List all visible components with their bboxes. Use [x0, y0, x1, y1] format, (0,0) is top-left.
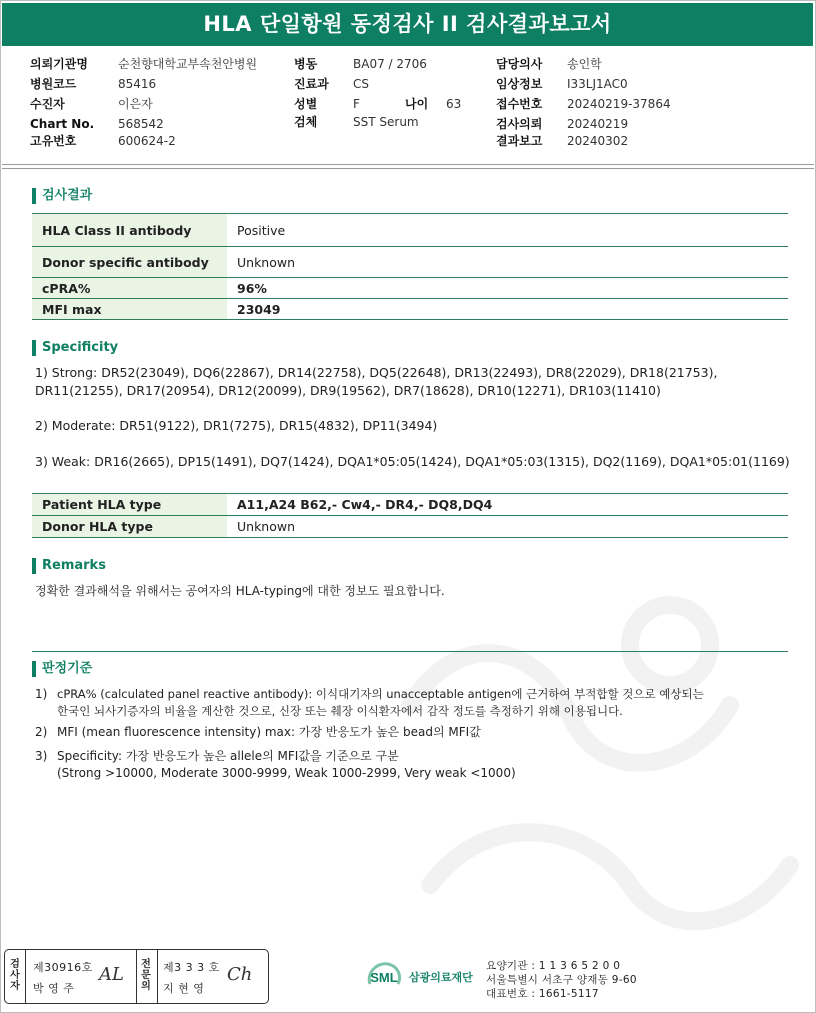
- specificity-strong-line1: 1) Strong: DR52(23049), DQ6(22867), DR14(22758), DQ5(22648), DR13(22493), DR8(22029), DR18(21753),: [35, 365, 718, 380]
- value-age: 63: [446, 97, 462, 111]
- report-title: HLA 단일항원 동정검사 II 검사결과보고서: [2, 3, 813, 46]
- value-clinical-info: I33LJ1AC0: [567, 77, 628, 91]
- hla-value: A11,A24 B62,- Cw4,- DR4,- DQ8,DQ4: [227, 494, 788, 516]
- header-divider: [2, 164, 814, 165]
- criteria-item-line1: MFI (mean fluorescence intensity) max: 가장 반응도가 높은 bead의 MFI값: [57, 725, 481, 739]
- criteria-divider: [32, 651, 788, 652]
- label-specimen: 검체: [294, 115, 318, 129]
- doctor-license-no: 제3 3 3 호: [163, 961, 220, 974]
- label-receipt-no: 접수번호: [496, 97, 543, 111]
- table-row: [32, 247, 788, 278]
- results-value: Unknown: [227, 247, 788, 278]
- criteria-num: 3): [35, 749, 48, 763]
- specificity-weak: 3) Weak: DR16(2665), DP15(1491), DQ7(1424), DQA1*05:05(1424), DQA1*05:03(1315), DQ2(1169), DQA1*05:01(1169): [35, 454, 790, 469]
- label-sex: 성별: [294, 97, 318, 111]
- value-report-date: 20240302: [567, 134, 629, 148]
- label-doctor: 담당의사: [496, 57, 543, 71]
- results-label: HLA Class II antibody: [32, 214, 227, 247]
- label-unique-id: 고유번호: [30, 134, 77, 148]
- results-label: MFI max: [32, 299, 227, 320]
- table-row: [32, 214, 788, 247]
- value-request-date: 20240219: [567, 117, 629, 131]
- criteria-item-line2: 한국인 뇌사기증자의 비율을 계산한 것으로, 신장 또는 췌장 이식환자에서 감작 정도를 측정하기 위해 이용됩니다.: [57, 704, 623, 718]
- label-institution: 의뢰기관명: [30, 57, 88, 71]
- criteria-section-title: 판정기준: [32, 661, 92, 677]
- tester-name: 박 영 주: [33, 982, 75, 995]
- tester-license-no: 제30916호: [33, 961, 93, 974]
- value-doctor: 송인학: [567, 57, 602, 71]
- value-chart-no: 568542: [118, 117, 164, 131]
- value-patient: 이은자: [118, 97, 153, 111]
- hla-label: Donor HLA type: [32, 516, 227, 538]
- specificity-strong-line2: DR11(21255), DR17(20954), DR12(20099), DR9(19562), DR7(18628), DR10(12271), DR103(11410): [35, 383, 661, 398]
- results-table: [32, 213, 788, 320]
- remarks-section-title: Remarks: [32, 558, 106, 574]
- criteria-num: 2): [35, 725, 48, 739]
- results-value: Positive: [227, 214, 788, 247]
- table-row: [32, 278, 788, 299]
- results-value: 23049: [227, 299, 788, 320]
- box-divider: [157, 950, 158, 1003]
- doctor-signature: Ch: [227, 964, 253, 985]
- value-department: CS: [353, 77, 369, 91]
- label-chart-no: Chart No.: [30, 117, 95, 131]
- doctor-label: 전 문 의: [141, 959, 151, 992]
- label-ward: 병동: [294, 57, 318, 71]
- box-divider: [136, 950, 137, 1003]
- results-section-title: 검사결과: [32, 188, 92, 204]
- criteria-item-line2: (Strong >10000, Moderate 3000-9999, Weak 1000-2999, Very weak <1000): [57, 766, 516, 780]
- criteria-item-line1: cPRA% (calculated panel reactive antibody): 이식대기자의 unacceptable antigen에 근거하여 부적합할 것으로 예상되는: [57, 687, 704, 701]
- tester-label: 검 사 자: [10, 959, 20, 992]
- tester-signature: AL: [99, 964, 124, 985]
- criteria-item-line1: Specificity: 가장 반응도가 높은 allele의 MFI값을 기준으로 구분: [57, 749, 399, 763]
- company-name: 삼광의료재단: [409, 971, 473, 984]
- table-row: [32, 299, 788, 320]
- value-sex: F: [353, 97, 360, 111]
- table-row: [32, 494, 788, 516]
- company-address: 서울특별시 서초구 양재동 9-60: [486, 974, 637, 986]
- logo-text: SML: [370, 970, 398, 985]
- value-receipt-no: 20240219-37864: [567, 97, 671, 111]
- hla-value: Unknown: [227, 516, 788, 538]
- label-request-date: 검사의뢰: [496, 117, 543, 131]
- header-divider-2: [2, 168, 814, 169]
- label-department: 진료과: [294, 77, 329, 91]
- institution-code: 요양기관 : 1 1 3 6 5 2 0 0: [486, 960, 621, 972]
- label-clinical-info: 임상정보: [496, 77, 543, 91]
- specificity-moderate: 2) Moderate: DR51(9122), DR1(7275), DR15(4832), DP11(3494): [35, 418, 438, 433]
- label-hospital-code: 병원코드: [30, 77, 77, 91]
- doctor-name: 지 현 영: [163, 982, 205, 995]
- criteria-num: 1): [35, 687, 48, 701]
- signature-box: [4, 949, 269, 1004]
- remarks-text: 정확한 결과해석을 위해서는 공여자의 HLA-typing에 대한 정보도 필요합니다.: [35, 584, 445, 598]
- table-row: [32, 516, 788, 538]
- value-hospital-code: 85416: [118, 77, 157, 91]
- box-divider: [25, 950, 26, 1003]
- company-phone: 대표번호 : 1661-5117: [486, 988, 599, 1000]
- label-report-date: 결과보고: [496, 134, 543, 148]
- value-unique-id: 600624-2: [118, 134, 176, 148]
- specificity-section-title: Specificity: [32, 340, 118, 356]
- label-patient: 수진자: [30, 97, 65, 111]
- sml-logo-icon: [364, 958, 404, 994]
- results-label: cPRA%: [32, 278, 227, 299]
- value-institution: 순천향대학교부속천안병원: [118, 57, 258, 71]
- value-ward: BA07 / 2706: [353, 57, 427, 71]
- results-value: 96%: [227, 278, 788, 299]
- hla-type-table: [32, 493, 788, 538]
- hla-label: Patient HLA type: [32, 494, 227, 516]
- label-age: 나이: [405, 97, 429, 111]
- value-specimen: SST Serum: [353, 115, 419, 129]
- results-label: Donor specific antibody: [32, 247, 227, 278]
